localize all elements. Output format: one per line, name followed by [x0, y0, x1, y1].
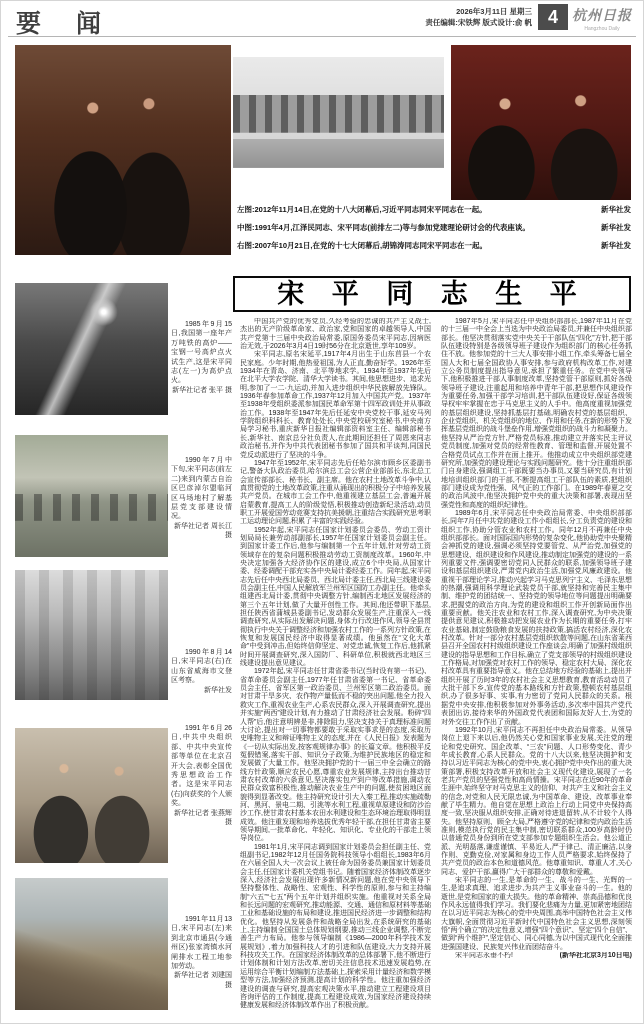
article-paragraph: 宋平同志的一生,是革命的一生、战斗的一生、光辉的一生,是追求真理、追求进步,为共产主义事业奋斗的一生。他的逝世,是党和国家的重大损失。他的革命精神、崇高品德和优良作风永远值得我们学习。我们要化悲痛为力量,更加紧密地团结在以习近平同志为核心的党中央周围,高举中国特色社会主义伟大旗帜,全面贯彻习近平新时代中国特色社会主义思想,深刻领悟“两个确立”的决定性意义,增强“四个意识”、坚定“四个自信”、做到“两个维护”,坚定信心、同心同德,为以中国式现代化全面推进强国建设、民族复兴伟业而团结奋斗。 — [441, 877, 632, 951]
article-paragraph: 1987年5月,宋平同志任中央组织部部长,1987年11月在党的十三届一中全会上当选为中央政治局委员,并兼任中央组织部部长。他坚决贯彻落实党中央关于干部队伍“四化”方针,把干部队伍建设特别是各级领导班子建设作为组织部门的核心任务抓住不放。他参加党的十三大人事安排小组工作,牵头筹备七届全国人大和七届全国政协人事安排,参与政府机构改革工作,对建立公务员制度提出指导意见,承担了繁重任务。在党中央领导下,他积极推进干部人事制度改革,坚持党管干部原则,抓好各级领导班子建设,注重起用和培养中青年干部,把思想作风建设作为重要任务,加强干部学习培训,把干部队伍建设好,保证各级领导权牢牢掌握在忠于马克思主义的人手中。他高度重视加强党的基层组织建设,坚持抓基层打基础,明确农村党的基层组织、企业党组织、机关党组织的地位、作用和任务,在新的形势下发挥基层党组织的战斗堡垒作用,增强党组织的战斗力和凝聚力。他坚持从严治党方针,严格党员标准,推动建立并落实民主评议党员制度,加强对党员的经常性教育、管理和监督,开展处置不合格党员试点工作并在面上推开。他推动成立中央组织部党建研究所,加强党的建设理论与实践问题研究。他十分注重组织部门自身建设,强调组工干部既要当办事员,又要当研究员,有计划地培训组织部门的干部,不断提高组工干部队伍的素质,把组织部门建设成为党性强、风气正的工作部门。在1989年春夏之交的政治风波中,他坚决拥护党中央的重大决策和部署,表现出坚强党性和高度的组织纪律性。 — [441, 318, 632, 509]
side-photo-1 — [15, 283, 168, 415]
side-caption-2 — [171, 456, 232, 541]
top-caption-middle — [237, 222, 631, 233]
article-paragraph: 中国共产党的优秀党员,久经考验的忠诚的共产主义战士,杰出的无产阶级革命家、政治家,党和国家的卓越领导人,中国共产党第十三届中央政治局常委,原国务委员宋平同志,因病医治无效,于2026年3月4日19时56分在北京逝世,享年109岁。 — [240, 318, 431, 351]
side-photo-5 — [15, 878, 168, 1010]
closing-text: 宋平同志永垂不朽! — [455, 952, 513, 960]
caption-text: 右图:2007年10月21日,在党的十七大闭幕后,胡锦涛同志同宋平同志在一起。 — [237, 241, 488, 250]
page-number: 4 — [538, 4, 568, 30]
article-paragraph: 宋平同志,原名宋延平,1917年4月出生于山东莒县一个农民家庭。少年时期,他热爱祖国,为人正直,勤奋好学。1926年至1934年在青岛、济南、北平等地求学。1934年至1937年先后在北平大学农学院、清华大学读书。其间,他思想进步、追求光明,参加了一二·九运动,并加入进步组织中华民族解放先锋队。1936年春参加革命工作,1937年12月加入中国共产党。1937年至1938年受组织委派参加国民革命军第十四军政训处并从事政治工作。1938年至1947年先后任延安中央党校干事,延安马列学院组织科科长、教育处处长,中央党校研究室秘书,中央南方局学习秘书,重庆新华日报社编辑部资料室主任、编辑部秘书长,新华社、南京总分社负责人,在此期间还担任了周恩来同志政治秘书,并作为中共代表团秘书参加了国共和平谈判,同国民党反动派进行了坚决的斗争。 — [240, 351, 431, 459]
side-photo-3 — [15, 570, 168, 700]
photo-top-right — [451, 45, 631, 200]
caption-credit: 新华社记者 张燕辉 摄 — [174, 809, 232, 827]
article-paragraph: 1981年1月,宋平同志调到国家计划委员会担任副主任、党组副书记,1982年12月任国务院科技领导小组组长,1983年6月在六届全国人大一次会议上被任命为国务委员兼国家计划委员会主任,任国家计委机关党组书记。随着国家经济体制改革逐步深入,经济社会发展出现许多新情况新问题,他在党中央领导下坚持整体性、战略性、宏观性、科学性的原则,参与和主持编制“六五”“七五”两个五年计划并组织实施。他重视对关系全局和长远问题的宏观研究,推动能源、交通、通信和原材料等基础工业和基础设施的布局和建设,推进国民经济进一步调整和结构优化。他坚持从发展条件和战略全局出发,在系统研究的基础上,主持编制全国国土总体规划纲要,推动三线企业调整,不断完善生产力布局。他参与领导编制《1986—2000年科学技术发展规划》,着力加强科技人才的引进和队伍建设,大力支持开展科技攻关工作。在国家经济体制改革的总体部署下,他不断进行计划体制和计划方法改革,密切关注信息技术迅速发展趋势,在运用综合平衡计划编制方法基础上,探索采用计量经济和数学模型等方法,加强经济预测,提高计划的科学性。他注重加强经济建设的调查与研究,提高宏观决策水平,推动建立工程建设项目咨询评估的工作制度,提高工程建设成效,为国家经济建设持续健康发展和经济体制改革作出了积极贡献。 — [240, 843, 431, 1010]
caption-text: 1991年11月13日,宋平同志(左)来到北京市通县(今通州区)张家湾镇水河闸排水工程工地参加劳动。 — [171, 916, 232, 971]
caption-text: 1990年7月中下旬,宋平同志(前左二)来到内蒙古自治区巴彦淖尔盟临河区马场地村了解基层党支部建设情况。 — [171, 457, 232, 521]
caption-credit: 新华社发 — [204, 686, 232, 694]
side-caption-5 — [171, 915, 232, 990]
article-closing-line — [441, 952, 632, 960]
side-caption-1 — [171, 320, 232, 395]
caption-text: 1991年6月26日,中共中央组织部、中共中央宣传部等单位在北京召开大会,表彰全国优秀思想政治工作者。这是宋平同志(右)向获奖的个人颁奖。 — [171, 725, 232, 808]
side-photo-2 — [15, 435, 168, 557]
top-caption-left — [237, 204, 631, 215]
article-paragraph: 1952年起,宋平同志任国家计划委员会委员、劳动工资计划局局长兼劳动部副部长,1957年任国家计划委员会副主任。到国家计委工作后,他参与编制第一个五年计划,针对劳动工资领域存在的复杂问题积极推动劳动工资制度改革。1960年,中央决定加强各大经济协作区的建设,成立6个中央局,从国家计委、经委调配干部充实各中央局计委经委工作。同年起,宋平同志先后任中央西北局委员、西北局计委主任,西北局三线建设委员会副主任,中国人民解放军兰州军区国防工办副主任。他牵头组建西北局计委,贯彻中央调整方针,编制西北地区发展经济的第三个五年计划,做了大量开创性工作。其间,他还带职下基层,担任陕西省蒲城县委副书记,发动群众发展生产,注重深入一线调查研究,从实际出发解决问题,身体力行改进作风,领导全县贯彻执行中央关于调整经济和加强农村工作的一系列方针政策,在恢复和发展国民经济中取得显著成绩。他虽然在“文化大革命”中受到冲击,但始终信仰坚定、对党忠诚,恢复工作后,他抓紧时间开展调查研究,深入国防厂、科研单位,积极就西北地区三线建设提出意见建议。 — [240, 526, 431, 668]
article-paragraph: 1989年6月,宋平同志任中央政治局常委、中央组织部部长,同年7月任中共党的建设工作小组组长,分工负责党的建设和组织工作,协助分管农业和农村工作。同年12月不再兼任中央组织部部长。面对国际国内形势的复杂变化,他协助党中央聚精会神抓党的建设,强调必须坚持党要管党、从严治党,加强党的思想建设、组织建设和作风建设,推动制定加强党的建设的一系列重要文件,强调要密切党同人民群众的联系,加强领导班子建设和基层组织建设,严肃党内政治生活,加强党风廉政建设。他重视干部理论学习,推动兴起学习马克思列宁主义、毛泽东思想的热潮,强调用科学理论武装党员干部,就坚持和完善民主集中制、维护党的团结统一、坚持党的领导地位等问题提出明确要求,把握党的政治方向,为党的建设和组织工作开创新局面作出重要贡献。他关注农业和农村工作,深入调查研究,为中央决策提供意见建议,积极推动把发展农业作为长期的重要任务,打牢农业基础,制定鼓励粮食发展的扶持政策,搞活农村经济,深化农村改革。针对一部分农村基层党组织软散等问题,在山东省莱西县召开全国农村村级组织建设工作座谈会,明确了加强村级组织建设的指导思想和工作目标,确立了党支部领导的村级组织建设工作格局,对加强党对农村工作的领导、稳定农村大局、深化农村改革具有重要指导意义。他在总结地方经验的基础上,提出并组织开展了历时3年的农村社会主义思想教育,教育活动动员了大批干部下乡,宣传党的基本路线和方针政策,整顿农村基层组织,办了很多好事、实事,有力密切了党同人民群众的关系。根据党中央安排,他积极参加对外事务活动,多次率中国共产党代表团出访,接待来华的外国政党代表团和国际友好人士,为党的对外交往工作作出了贡献。 — [441, 509, 632, 726]
caption-text: 中图:1991年4月,江泽民同志、宋平同志(前排左二)等与参加党建理论研讨会的代表座谈。 — [237, 223, 530, 232]
article-paragraph: 1972年起,宋平同志任甘肃省委书记(当时设有第一书记)、省革命委员会副主任,1977年任甘肃省委第一书记、省革命委员会主任、省军区第一政治委员、兰州军区第二政治委员。面对甘肃干旱多灾、农作物产量低而不稳的突出问题,他全力投入救灾工作,重视农业生产,心系农民群众,深入开展调查研究,提出并实施“两西”建设计划,有力推动了甘肃经济社会发展。粉碎“四人帮”后,他注意明辨是非,排除阻力,坚决支持关于真理标准问题大讨论,提出对一切事物都要敢于采取实事求是的态度,采取历史唯物主义和辩证唯物主义的态度,并在《人民日报》发表题为《一切从实际出发,按客观规律办事》的长篇文章。他积极平反冤假错案,落实干部、知识分子政策,为维护民族地区的稳定和发展做了大量工作。他坚决拥护党的十一届三中全会确立的路线方针政策,顺应农民心愿,尊重农业发展规律,主持出台推动甘肃农村改革的六条意见,坚决落实包产到户等改革措施,调动农民群众致富积极性,推动解决农业生产中的问题,使贫困地区面貌得到显著改变。他主持研究设计引大入秦工程,推动实施疏勒河、黑河、景电二期、引洮等水利工程,重视草原建设和防沙治沙工作,使甘肃农村基本农田水利建设和生态环境治理取得明显成效。他注重发现和培养选拔优秀年轻干部,在担任甘肃省主要领导期间,一批革命化、年轻化、知识化、专业化的干部走上领导岗位。 — [240, 668, 431, 843]
masthead-english: Hangzhou Daily — [584, 26, 620, 32]
side-caption-4 — [171, 724, 232, 827]
caption-text: 1985年9月15日,我国第一座年产万吨铁的高炉——宝钢一号高炉点火试生产,这是宋平同志(左一)为高炉点火。 — [171, 321, 232, 385]
article-paragraph: 1992年10月,宋平同志不再担任中央政治局常委。从领导岗位上退下来以后,他仍然关心党和国家事业发展,关注党的理论和党史研究、国企改革、“三农”问题、人口形势变化、青少年成长教育,心系人民群众。党的十八大以来,他坚决拥护和支持以习近平同志为核心的党中央,衷心拥护党中央作出的重大决策部署,积极支持改革开放和社会主义现代化建设,展现了一名老共产党员的坚强党性和高尚情操。宋平同志在近90年的革命生涯中,始终坚守对马克思主义的信仰、对共产主义和社会主义的信念,对党和人民无限忠诚,为中国革命、建设、改革事业奉献了毕生精力。他自觉在思想上政治上行动上同党中央保持高度一致,坚决服从组织安排,正确对待进退留转,从不计较个人得失。他坚持原则、顾全大局,严格遵守党的纪律和党内政治生活准则,模范执行党的民主集中制,密切联系群众,100岁高龄时仍以普通党员身份到所在党支部参加专题组织生活会。他公道正派、光明磊落,谦虚谨慎、平易近人,严于律己、清正廉洁,以身作则、克勤克俭,对家属和身边工作人员严格要求,始终保持了共产党员的政治本色和道德风范。他尊重知识、尊重人才,关心同志、爱护干部,赢得广大干部群众的尊敬和爱戴。 — [441, 726, 632, 876]
side-photo-4 — [15, 728, 168, 863]
news-agency-source: (新华社北京3月10日电) — [559, 952, 632, 960]
article-title: 宋 平 同 志 生 平 — [233, 276, 631, 312]
photo-top-left — [15, 45, 231, 255]
side-caption-3 — [171, 648, 232, 695]
header-divider — [8, 36, 636, 37]
article-paragraph: 1947年至1952年,宋平同志先后任哈尔滨市顾乡区委副书记,警备大队政治委员,哈尔滨总工会公营企业部部长,东北总工会宣传部部长、秘书长、副主席。他在农村土地改革斗争中,认真贯彻党的土地改革政策,注重从涌现出的积极分子中培养发展共产党员。在城市工会工作中,他重视建立基层工会,普遍开展启蒙教育,提高工人的阶级觉悟,积极推动创造新纪录活动,动员职工开展爱国劳动竞赛支持抗美援朝,注重结合实践研究思考职工运动理论问题,积累了丰富的实践经验。 — [240, 459, 431, 526]
caption-text: 左图:2012年11月14日,在党的十八大闭幕后,习近平同志同宋平同志在一起。 — [237, 205, 487, 214]
photo-top-middle — [233, 57, 444, 168]
caption-credit: 新华社发 — [601, 241, 631, 250]
masthead-name: 杭州日报 — [572, 8, 632, 24]
header-meta — [425, 6, 532, 28]
masthead — [572, 5, 632, 32]
caption-credit: 新华社发 — [601, 205, 631, 214]
caption-credit: 新华社记者 张平 摄 — [172, 386, 232, 394]
caption-text: 1990年8月14日,宋平同志(右)在山东省威海市文登区考察。 — [171, 649, 232, 685]
top-caption-right — [237, 240, 631, 251]
date-line: 2026年3月11日 星期三 — [456, 7, 532, 16]
caption-credit: 新华社发 — [601, 223, 631, 232]
section-title: 要 闻 — [16, 10, 115, 38]
article-body — [240, 318, 632, 1020]
caption-credit: 新华社记者 周长江 摄 — [174, 522, 232, 540]
editors-line: 责任编辑:宋铁辉 版式设计:俞 帆 — [425, 18, 532, 27]
caption-credit: 新华社记者 刘建国 摄 — [174, 972, 232, 989]
